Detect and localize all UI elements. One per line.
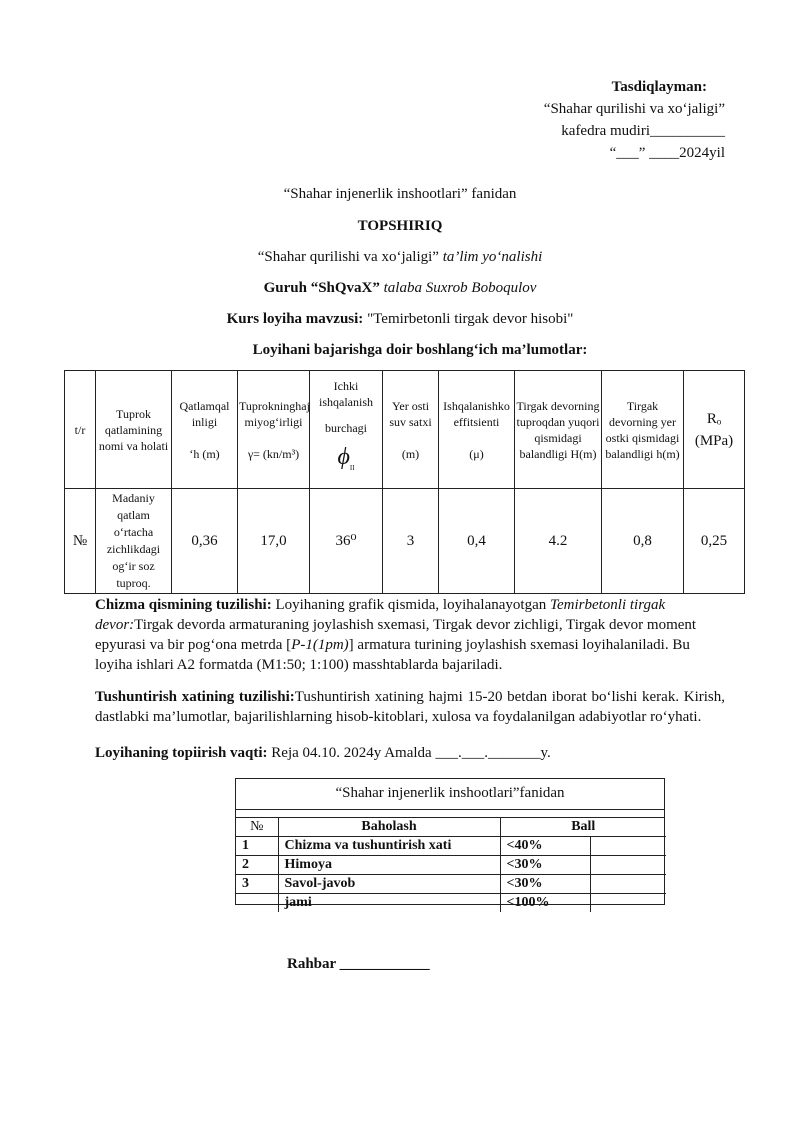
header-wall-height-below: Tirgak devorning yer ostki qismidagi balandligi h(m) — [602, 371, 684, 489]
header-soil-layer: Tuprok qatlamining nomi va holati — [96, 371, 172, 489]
approval-date: “___” ____2024yil — [609, 145, 725, 161]
phi-symbol: ϕ — [337, 444, 350, 471]
parameters-table — [64, 370, 745, 594]
table-row: jami <100% — [236, 894, 666, 913]
row-wall-height-above: 4.2 — [515, 489, 602, 594]
row-groundwater: 3 — [383, 489, 439, 594]
header-soil-weight: Tuprokninghaj miyog‘irligi γ= (kn/m³) — [238, 371, 310, 489]
grading-table — [235, 778, 665, 910]
direction-name: “Shahar qurilishi va xo‘jaligi” — [257, 249, 439, 265]
row-index: № — [65, 489, 96, 594]
explanation-label: Tushuntirish xatining tuzilishi: — [95, 689, 295, 705]
student-name: talaba Suxrob Boboqulov — [383, 280, 537, 296]
deadline-label: Loyihaning topiirish vaqti: — [95, 745, 268, 761]
approval-department: “Shahar qurilishi va xo‘jaligi” — [543, 101, 725, 117]
topic-label: Kurs loyiha mavzusi: — [226, 311, 364, 327]
row-layer-thickness: 0,36 — [172, 489, 238, 594]
row-wall-height-below: 0,8 — [602, 489, 684, 594]
table-row: 2 Himoya <30% — [236, 856, 666, 875]
grading-header-row: № Baholash Ball — [236, 818, 666, 837]
table-row — [65, 489, 745, 594]
drawing-label: Chizma qismining tuzilishi: — [95, 597, 272, 613]
explanation-section: Tushuntirish xatining tuzilishi:Tushuntirish xatining hajmi 15-20 betdan iborat bo‘lishi kerak. Kirish, dastlabki ma’lumotlar, bajarilishlarning hisob-kitoblari, xulosa va foydalanilgan adabiyotlar ro‘yhati. — [95, 689, 726, 725]
header-layer-thickness: Qatlamqal inligi ‘h (m) — [172, 371, 238, 489]
row-ro: 0,25 — [684, 489, 745, 594]
approval-block — [544, 76, 725, 164]
row-soil-layer: Madaniy qatlam o‘rtacha zichlikdagi og‘ir soz tuproq. — [96, 489, 172, 594]
drawing-section: Chizma qismining tuzilishi: Loyihaning grafik qismida, loyihalanayotgan Temirbetonli tirgak devor:Tirgak devorda armaturaning joylashish sxemasi, Tirgak devor zichligi, Tirgak devor moment epyurasi va bir pog‘ona metrda [P-1(1pm)] armatura turining joylashish sxemasi loyihalaniladi. Bu loyiha ishlari A2 formatda (M1:50; 1:100) masshtablarda bajariladi. — [95, 597, 697, 673]
group-line — [0, 280, 800, 297]
supervisor-signature: Rahbar ____________ — [287, 956, 430, 972]
header-friction-angle: Ichki ishqalanish burchagi $\phi_{II}$ — [310, 371, 383, 489]
header-ro: Rₒ (MPa) — [684, 371, 745, 489]
header-friction-coefficient: Ishqalanishko effitsienti (μ) — [439, 371, 515, 489]
subject-line: “Shahar injenerlik inshootlari” fanidan — [283, 186, 517, 202]
direction-label: ta’lim yo‘nalishi — [442, 249, 543, 265]
row-friction-angle: 36⁰ — [310, 489, 383, 594]
approval-title: Tasdiqlayman: — [611, 79, 707, 95]
row-soil-weight: 17,0 — [238, 489, 310, 594]
initial-data-title: Loyihani bajarishga doir boshlang‘ich ma’lumotlar: — [252, 342, 588, 358]
row-friction-coefficient: 0,4 — [439, 489, 515, 594]
approval-head: kafedra mudiri__________ — [561, 123, 725, 139]
header-index: t/r — [65, 371, 96, 489]
header-groundwater: Yer osti suv satxi (m) — [383, 371, 439, 489]
document-title: TOPSHIRIQ — [357, 218, 443, 234]
group-label: Guruh “ShQvaX” — [263, 280, 380, 296]
topic-line — [0, 311, 800, 328]
table-header-row — [65, 371, 745, 489]
table-row: 3 Savol-javob <30% — [236, 875, 666, 894]
deadline-line: Loyihaning topiirish vaqti: Reja 04.10. 2024y Amalda ___.___._______y. — [95, 745, 551, 761]
table-row: 1 Chizma va tushuntirish xati <40% — [236, 837, 666, 856]
header-wall-height-above: Tirgak devorning tuproqdan yuqori qismidagi balandligi H(m) — [515, 371, 602, 489]
grading-title: “Shahar injenerlik inshootlari”fanidan — [236, 779, 664, 810]
direction-line — [0, 249, 800, 266]
topic-value: "Temirbetonli tirgak devor hisobi" — [367, 311, 574, 327]
